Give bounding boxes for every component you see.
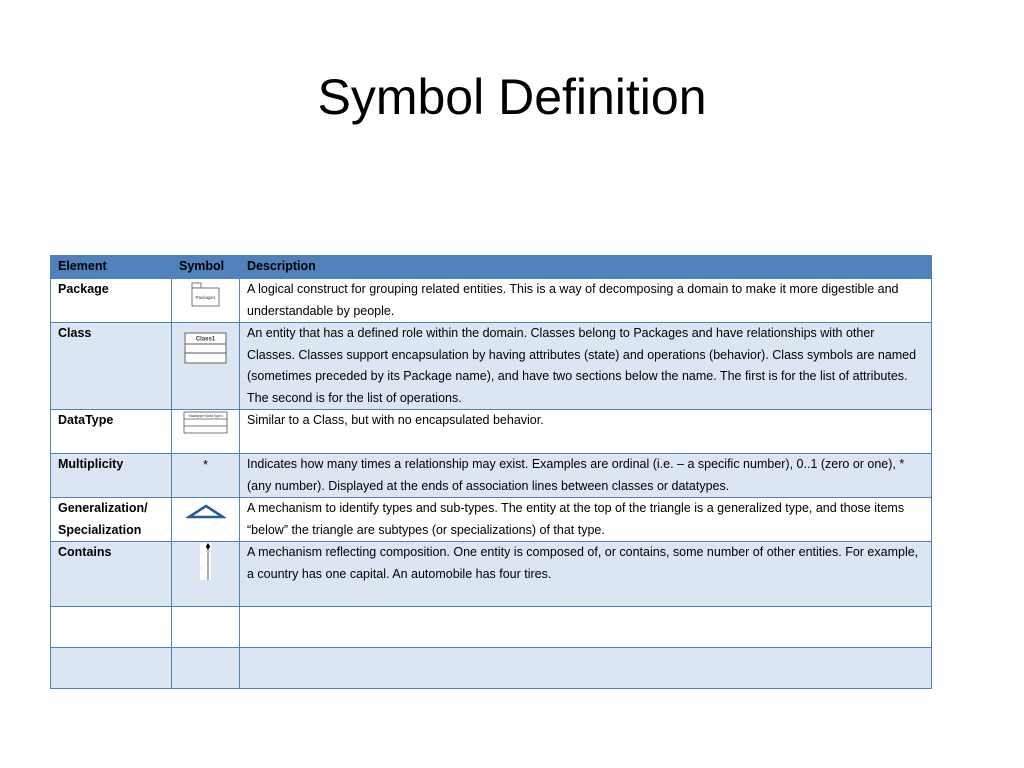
element-cell: Contains bbox=[51, 542, 172, 607]
header-symbol: Symbol bbox=[172, 256, 240, 279]
symbol-cell bbox=[172, 454, 240, 498]
table-row-empty bbox=[51, 648, 932, 689]
table-row-package bbox=[51, 279, 932, 323]
symbol-cell bbox=[172, 542, 240, 607]
symbol-definition-table bbox=[50, 255, 932, 689]
element-cell: Package bbox=[51, 279, 172, 323]
symbol-cell bbox=[172, 323, 240, 410]
header-description: Description bbox=[240, 256, 932, 279]
description-cell: A mechanism to identify types and sub-types. The entity at the top of the triangle is a generalized type, and those items “below” the triangle are subtypes (or specializations) of that type. bbox=[240, 498, 932, 542]
element-cell: Class bbox=[51, 323, 172, 410]
table-header-row bbox=[51, 256, 932, 279]
description-cell: A mechanism reflecting composition. One entity is composed of, or contains, some number of other entities. For example, a country has one capital. An automobile has four tires. bbox=[240, 542, 932, 607]
multiplicity-symbol: * bbox=[202, 457, 209, 472]
header-element: Element bbox=[51, 256, 172, 279]
description-cell bbox=[240, 648, 932, 689]
symbol-cell bbox=[172, 607, 240, 648]
class-symbol-label: Class1 bbox=[195, 336, 215, 343]
element-cell bbox=[51, 607, 172, 648]
element-cell: Generalization/ Specialization bbox=[51, 498, 172, 542]
description-cell bbox=[240, 607, 932, 648]
symbol-cell bbox=[172, 279, 240, 323]
composition-diamond-icon bbox=[199, 542, 213, 582]
description-cell: An entity that has a defined role within the domain. Classes belong to Packages and have relationships with other Classes. Classes support encapsulation by having attributes (state) and operations (behavior). Class symbols are named (sometimes preceded by its Package name), and have two sections below the name. The first is for the list of attributes. The second is for the list of operations. bbox=[240, 323, 932, 410]
element-cell bbox=[51, 648, 172, 689]
table-row-empty bbox=[51, 607, 932, 648]
description-cell: Indicates how many times a relationship may exist. Examples are ordinal (i.e. – a specific number), 0..1 (zero or one), * (any number). Displayed at the ends of association lines between classes or datatypes. bbox=[240, 454, 932, 498]
table-row-contains bbox=[51, 542, 932, 607]
description-cell: Similar to a Class, but with no encapsulated behavior. bbox=[240, 410, 932, 454]
package-symbol-label: Package1 bbox=[194, 295, 216, 300]
datatype-symbol-label: «datatype»DataType1 bbox=[187, 414, 223, 418]
generalization-triangle-icon bbox=[186, 504, 226, 520]
table-row-generalization bbox=[51, 498, 932, 542]
table-row-class bbox=[51, 323, 932, 410]
symbol-cell bbox=[172, 410, 240, 454]
symbol-cell bbox=[172, 648, 240, 689]
datatype-symbol-icon bbox=[183, 411, 229, 435]
table-row-datatype bbox=[51, 410, 932, 454]
element-cell: Multiplicity bbox=[51, 454, 172, 498]
symbol-cell bbox=[172, 498, 240, 542]
description-cell: A logical construct for grouping related entities. This is a way of decomposing a domain to make it more digestible and understandable by people. bbox=[240, 279, 932, 323]
element-cell: DataType bbox=[51, 410, 172, 454]
table-row-multiplicity bbox=[51, 454, 932, 498]
package-symbol-icon bbox=[191, 282, 221, 308]
class-symbol-icon bbox=[184, 332, 228, 366]
slide-title: Symbol Definition bbox=[317, 69, 707, 125]
